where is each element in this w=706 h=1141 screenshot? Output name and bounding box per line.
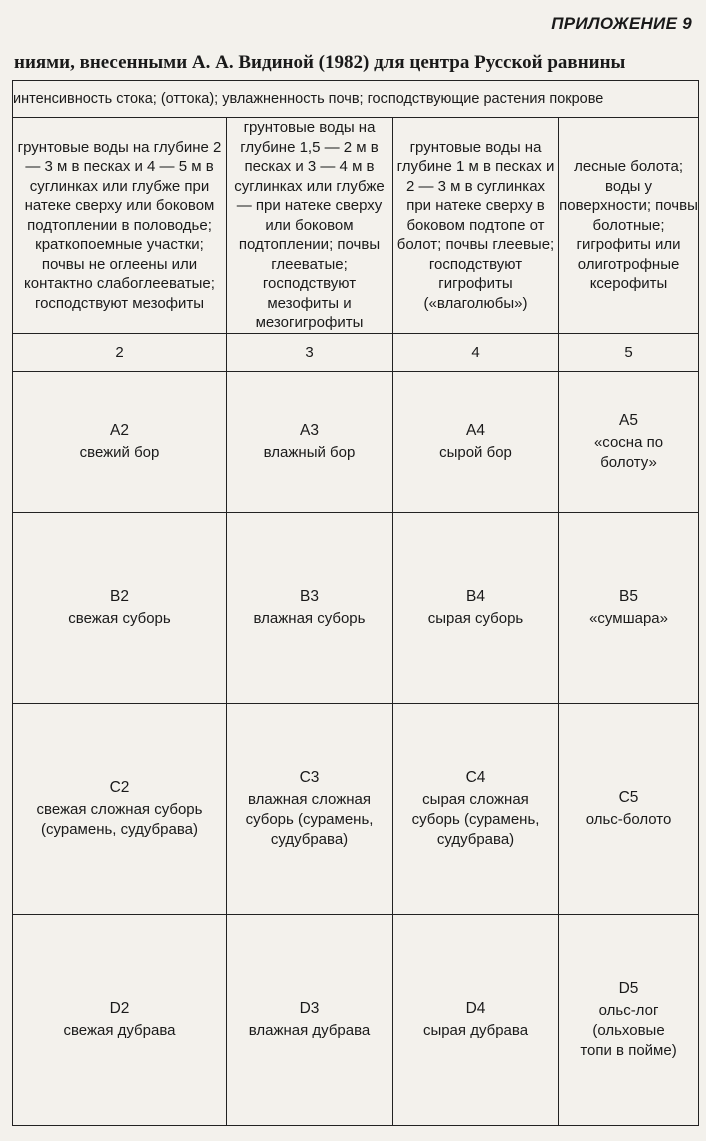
- table-cell: [13, 371, 227, 512]
- cell-name: свежая сложная суборь (сурамень, судубрава): [36, 800, 203, 838]
- header-row-top: [13, 81, 699, 118]
- column-number: 2: [13, 333, 227, 371]
- table-cell: [393, 703, 559, 914]
- table-cell: [559, 371, 699, 512]
- description-cell: грунтовые воды на глубине 2 — 3 м в песках и 4 — 5 м в суглинках или глубже при натеке сверху или боковом подтоплении в половодье; краткопоемные участки; почвы не оглеены или контактно слабоглееватые; господствуют мезофиты: [13, 118, 227, 334]
- cell-name: ольс-лог (ольховые топи в пойме): [580, 1001, 677, 1059]
- cell-code: C5: [618, 788, 639, 806]
- table-cell: [393, 512, 559, 703]
- cell-name: «сосна по болоту»: [593, 433, 664, 471]
- cell-name: сырая дубрава: [422, 1021, 529, 1039]
- table-cell: [559, 703, 699, 914]
- cell-name: сырая суборь: [427, 609, 524, 627]
- table-cell: [13, 703, 227, 914]
- site-types-table: [12, 80, 699, 1126]
- cell-code: D4: [465, 999, 486, 1017]
- header-row-descriptions: [13, 118, 699, 334]
- cell-code: A3: [300, 421, 319, 439]
- cell-code: D3: [299, 999, 320, 1017]
- cell-name: сырой бор: [439, 443, 512, 461]
- cell-name: влажный бор: [263, 443, 356, 461]
- cell-name: свежий бор: [79, 443, 160, 461]
- table-cell: [227, 512, 393, 703]
- cell-name: влажная сложная суборь (сурамень, судубрава): [245, 790, 374, 848]
- table-cell: [227, 371, 393, 512]
- table-row: [13, 371, 699, 512]
- column-number-row: [13, 333, 699, 371]
- cell-name: «сумшара»: [589, 609, 668, 627]
- column-number: 5: [559, 333, 699, 371]
- cell-code: D5: [618, 979, 639, 997]
- description-cell: грунтовые воды на глубине 1,5 — 2 м в песках и 3 — 4 м в суглинках или глубже — при натеке сверху или боковом подтоплении; почвы глееватые; господствуют мезофиты и мезогигрофиты: [227, 118, 393, 334]
- cell-name: свежая дубрава: [63, 1021, 176, 1039]
- cell-code: A5: [619, 411, 638, 429]
- column-number: 3: [227, 333, 393, 371]
- cell-code: D2: [109, 999, 130, 1017]
- appendix-label: ПРИЛОЖЕНИЕ 9: [551, 14, 692, 33]
- table-cell: [559, 512, 699, 703]
- cell-name: сырая сложная суборь (сурамень, судубрава): [411, 790, 540, 848]
- column-number: 4: [393, 333, 559, 371]
- table-row: [13, 703, 699, 914]
- cell-code: C4: [465, 768, 486, 786]
- cell-code: B5: [619, 587, 638, 605]
- table-heading: ниями, внесенными А. А. Видиной (1982) для центра Русской равнины: [14, 52, 626, 73]
- top-header-cell: интенсивность стока; (оттока); увлажненность почв; господствующие растения покрове: [13, 81, 699, 118]
- cell-code: C2: [109, 778, 130, 796]
- table-cell: [393, 371, 559, 512]
- table-cell: [13, 512, 227, 703]
- table-row: [13, 512, 699, 703]
- table-cell: [13, 914, 227, 1125]
- table-cell: [559, 914, 699, 1125]
- cell-code: A2: [110, 421, 129, 439]
- description-cell: грунтовые воды на глубине 1 м в песках и 2 — 3 м в суглинках при натеке сверху в боковом подтопе от болот; почвы глеевые; господствуют гигрофиты («влаголюбы»): [393, 118, 559, 334]
- cell-name: ольс-болото: [585, 810, 672, 828]
- cell-code: B2: [110, 587, 129, 605]
- table-cell: [227, 914, 393, 1125]
- cell-code: B3: [300, 587, 319, 605]
- cell-name: влажная дубрава: [248, 1021, 371, 1039]
- description-cell: лесные болота; воды у поверхности; почвы болотные; гигрофиты или олиготрофные ксерофиты: [559, 118, 699, 334]
- table-row: [13, 914, 699, 1125]
- cell-name: свежая суборь: [68, 609, 171, 627]
- cell-code: C3: [299, 768, 320, 786]
- cell-code: A4: [466, 421, 485, 439]
- table-cell: [227, 703, 393, 914]
- cell-code: B4: [466, 587, 485, 605]
- table-cell: [393, 914, 559, 1125]
- cell-name: влажная суборь: [253, 609, 366, 627]
